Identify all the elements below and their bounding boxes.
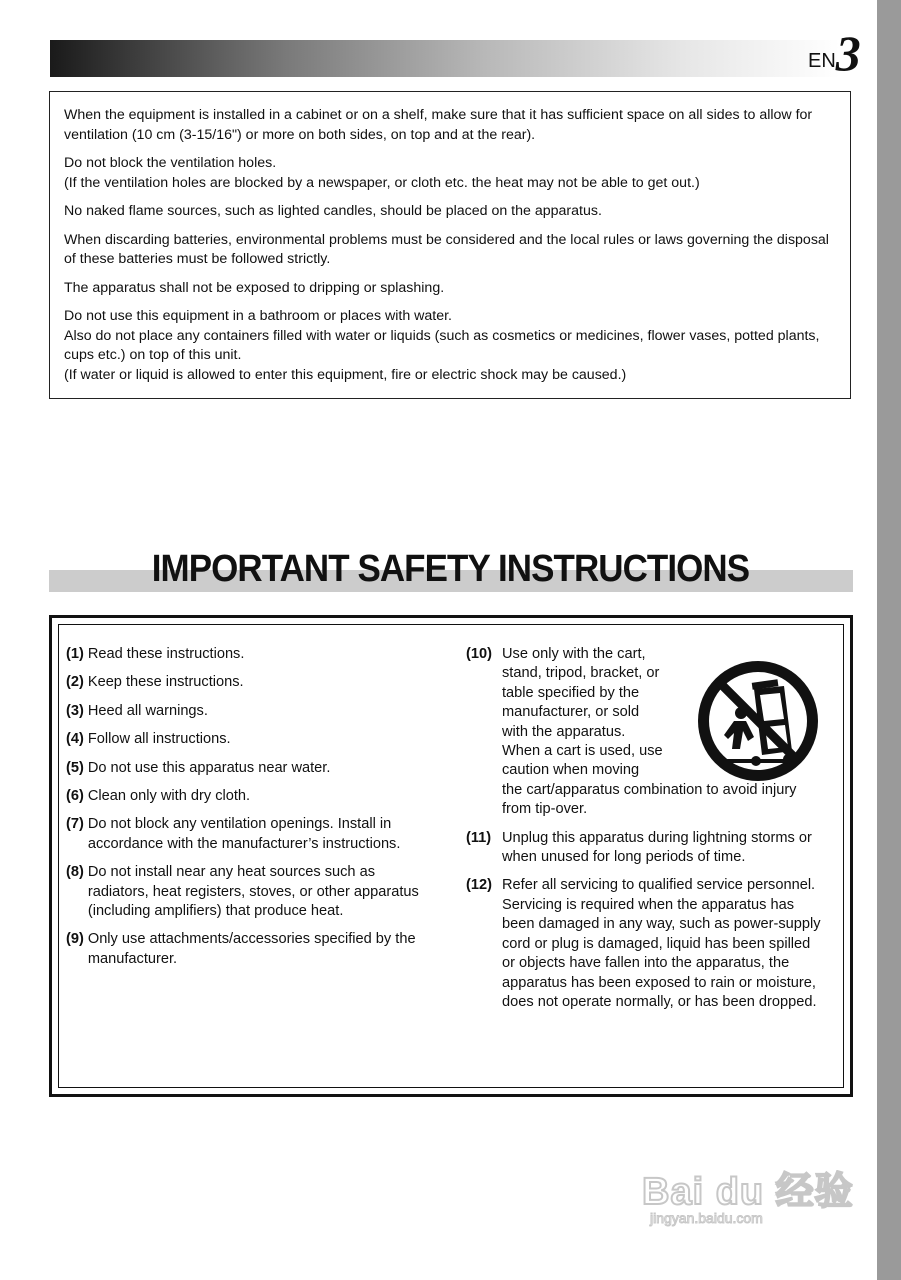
- notice-paragraph: When the equipment is installed in a cabinet or on a shelf, make sure that it has sufficient space on all sides to allow for ventilation (10 cm (3-15/16") or more on both sides, on top and at the rear).: [64, 107, 813, 143]
- notice-paragraph: Do not use this equipment in a bathroom or places with water. Also do not place any containers filled with water or liquids (such as cosmetics or medicines, flower vases, potted plants, cups etc.) on top of this unit. (If water or liquid is allowed to enter this equipment, fire or electric shock may be caused.): [64, 308, 820, 383]
- instruction-item: (4) Follow all instructions.: [66, 731, 231, 748]
- cart-tip-over-warning-icon: [696, 659, 820, 783]
- instruction-item: (10) Use only with the cart, stand, tripod, bracket, or table specified by the manufacturer, or sold with the apparatus. When a cart is used, use caution when moving the cart/apparatus combination to avoid injury from tip-over.: [466, 646, 797, 818]
- notice-paragraph: When discarding batteries, environmental problems must be considered and the local rules or laws governing the disposal of these batteries must be followed strictly.: [64, 231, 829, 267]
- instruction-item: (3) Heed all warnings.: [66, 702, 208, 719]
- page-edge-strip: [877, 0, 901, 1280]
- safety-title: IMPORTANT SAFETY INSTRUCTIONS: [151, 548, 750, 590]
- instruction-item: (5) Do not use this apparatus near water.: [66, 759, 331, 776]
- instruction-item: (1) Read these instructions.: [66, 646, 245, 662]
- instruction-item: (6) Clean only with dry cloth.: [66, 788, 251, 805]
- watermark-url: jingyan.baidu.com: [650, 1210, 763, 1226]
- notice-paragraph: The apparatus shall not be exposed to dripping or splashing.: [64, 279, 445, 296]
- instruction-item: (7) Do not block any ventilation openings. Install in accordance with the manufacturer’s instructions.: [66, 816, 401, 852]
- page-number: [808, 25, 861, 81]
- instruction-item: (9) Only use attachments/accessories specified by the manufacturer.: [66, 931, 416, 967]
- notice-paragraph: No naked flame sources, such as lighted candles, should be placed on the apparatus.: [64, 203, 602, 219]
- instruction-item: (11) Unplug this apparatus during lightning storms or when unused for long periods of time.: [466, 829, 812, 866]
- watermark-logo: Bai du 经验: [642, 1171, 854, 1213]
- language-label: EN: [808, 50, 836, 72]
- instruction-item: (8) Do not install near any heat sources such as radiators, heat registers, stoves, or other apparatus (including amplifiers) that produce heat.: [66, 864, 419, 920]
- instruction-item: (2) Keep these instructions.: [66, 674, 244, 691]
- baidu-watermark: [632, 1140, 862, 1240]
- notice-paragraph: Do not block the ventilation holes. (If the ventilation holes are blocked by a newspaper, or cloth etc. the heat may not be able to get out.): [64, 155, 700, 191]
- instruction-item: (12) Refer all servicing to qualified service personnel. Servicing is required when the apparatus has been damaged in any way, such as power-supply cord or plug is damaged, liquid has been spilled or objects have fallen into the apparatus, the apparatus has been exposed to rain or moisture, does not operate normally, or has been dropped.: [466, 877, 821, 1010]
- page-number-value: 3: [835, 25, 861, 81]
- ventilation-notice-box: [49, 91, 851, 399]
- instructions-left-column: [66, 645, 426, 978]
- header-gradient-bar: [50, 40, 840, 77]
